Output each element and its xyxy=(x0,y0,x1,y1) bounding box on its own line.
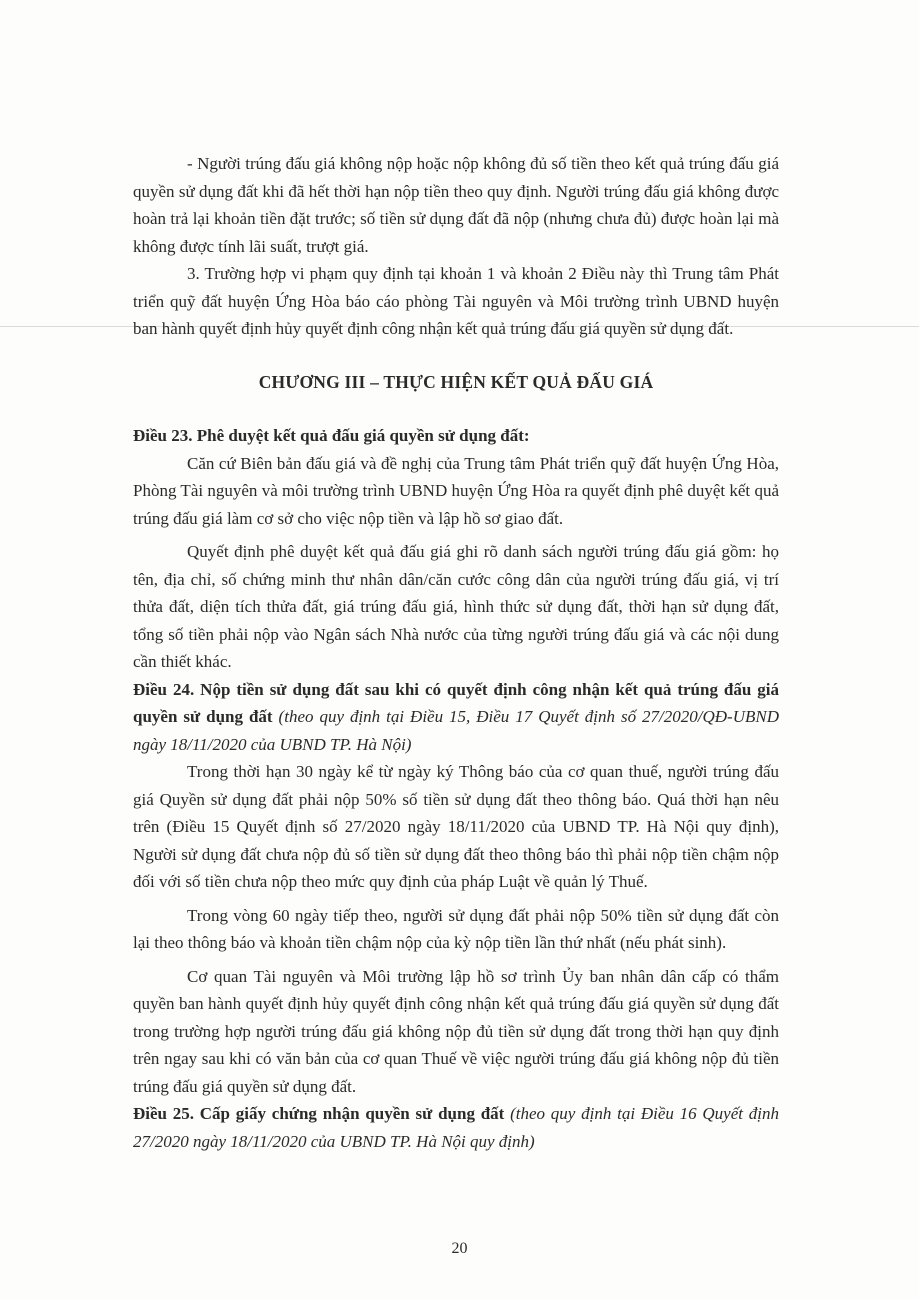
article-24-note: (theo quy định tại Điều 15, Điều 17 Quyết định số 27/2020/QĐ-UBND ngày 18/11/2020 của UBND TP. Hà Nội) xyxy=(133,707,779,754)
page-number: 20 xyxy=(451,1240,468,1257)
paragraph: Quyết định phê duyệt kết quả đấu giá ghi rõ danh sách người trúng đấu giá gồm: họ tên, địa chỉ, số chứng minh thư nhân dân/căn cước công dân của người trúng đấu giá, vị trí thửa đất, diện tích thửa đất, giá trúng đấu giá, hình thức sử dụng đất, thời hạn sử dụng đất, tổng số tiền phải nộp vào Ngân sách Nhà nước của từng người trúng đấu giá và các nội dung cần thiết khác. xyxy=(133,542,779,671)
article-24-heading xyxy=(133,676,779,759)
article-23-heading: Điều 23. Phê duyệt kết quả đấu giá quyền sử dụng đất: xyxy=(133,426,530,445)
paragraph: 3. Trường hợp vi phạm quy định tại khoản 1 và khoản 2 Điều này thì Trung tâm Phát triển quỹ đất huyện Ứng Hòa báo cáo phòng Tài nguyên và Môi trường trình UBND huyện ban hành quyết định hủy quyết định công nhận kết quả trúng đấu giá quyền sử dụng đất. xyxy=(133,264,779,338)
paragraph: Căn cứ Biên bản đấu giá và đề nghị của Trung tâm Phát triển quỹ đất huyện Ứng Hòa, Phòng Tài nguyên và môi trường trình UBND huyện Ứng Hòa ra quyết định phê duyệt kết quả trúng đấu giá làm cơ sở cho việc nộp tiền và lập hồ sơ giao đất. xyxy=(133,453,779,528)
article-25-note: (theo quy định tại Điều 16 Quyết định 27/2020 ngày 18/11/2020 của UBND TP. Hà Nội quy định) xyxy=(133,1104,779,1151)
article-25-title: Điều 25. Cấp giấy chứng nhận quyền sử dụng đất xyxy=(133,1104,505,1123)
paragraph: - Người trúng đấu giá không nộp hoặc nộp không đủ số tiền theo kết quả trúng đấu giá quyền sử dụng đất khi đã hết thời hạn nộp tiền theo quy định. Người trúng đấu giá không được hoàn trả lại khoản tiền đặt trước; số tiền sử dụng đất đã nộp (nhưng chưa đủ) được hoàn lại mà không được tính lãi suất, trượt giá. xyxy=(133,154,779,256)
article-25-heading xyxy=(133,1100,779,1155)
paragraph: Cơ quan Tài nguyên và Môi trường lập hồ sơ trình Ủy ban nhân dân cấp có thẩm quyền ban hành quyết định hủy quyết định công nhận kết quả trúng đấu giá quyền sử dụng đất trong trường hợp người trúng đấu giá không nộp đủ tiền sử dụng đất trong thời hạn quy định trên ngay sau khi có văn bản của cơ quan Thuế về việc người trúng đấu giá không nộp đủ tiền trúng đấu giá quyền sử dụng đất. xyxy=(133,966,779,1096)
paragraph: Trong thời hạn 30 ngày kể từ ngày ký Thông báo của cơ quan thuế, người trúng đấu giá Quyền sử dụng đất phải nộp 50% số tiền sử dụng đất theo thông báo. Quá thời hạn nêu trên (Điều 15 Quyết định số 27/2020 ngày 18/11/2020 của UBND TP. Hà Nội quy định), Người sử dụng đất chưa nộp đủ số tiền sử dụng đất theo thông báo thì phải nộp tiền chậm nộp đối với số tiền chưa nộp theo mức quy định của pháp Luật về quản lý Thuế. xyxy=(133,762,779,891)
document-body xyxy=(133,150,779,1155)
chapter-title: CHƯƠNG III – THỰC HIỆN KẾT QUẢ ĐẤU GIÁ xyxy=(258,371,654,392)
article-24-title: Điều 24. Nộp tiền sử dụng đất sau khi có quyết định công nhận kết quả trúng đấu giá quyền sử dụng đất xyxy=(133,679,779,726)
paragraph: Trong vòng 60 ngày tiếp theo, người sử dụng đất phải nộp 50% tiền sử dụng đất còn lại theo thông báo và khoản tiền chậm nộp của kỳ nộp tiền lần thứ nhất (nếu phát sinh). xyxy=(133,905,779,952)
